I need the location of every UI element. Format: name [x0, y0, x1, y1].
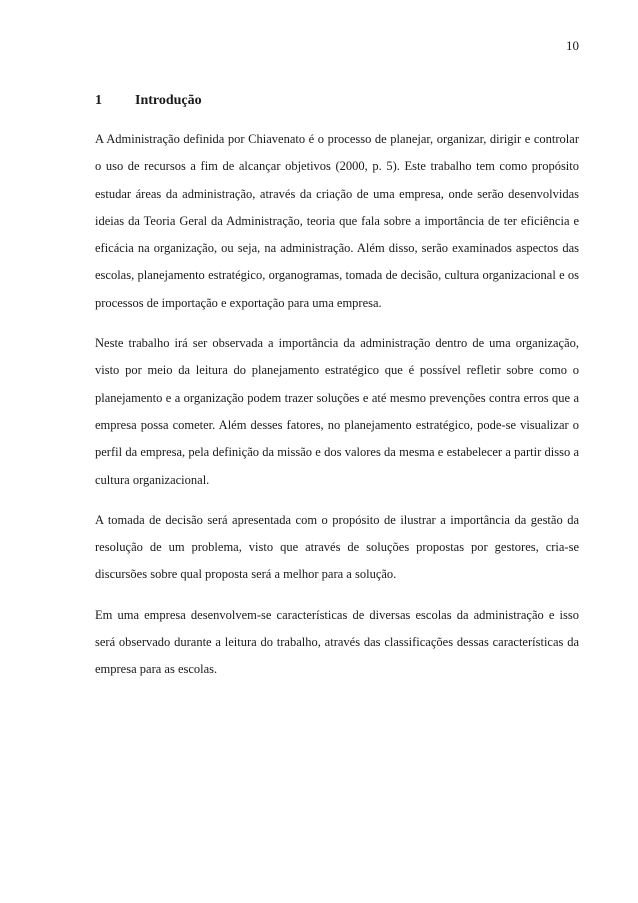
- page-number: 10: [566, 38, 579, 53]
- section-number: 1: [95, 93, 102, 108]
- paragraph: Em uma empresa desenvolvem-se características de diversas escolas da administração e isso será observado durante a leitura do trabalho, através das classificações dessas características da empresa para as escolas.: [95, 607, 579, 677]
- paragraph: Neste trabalho irá ser observada a importância da administração dentro de uma organização, visto por meio da leitura do planejamento estratégico que é possível refletir sobre como o planejamento e a organização podem trazer soluções e até mesmo prevenções contra erros que a empresa possa cometer. Além desses fatores, no planejamento estratégico, pode-se visualizar o perfil da empresa, pela definição da missão e dos valores da mesma e estabelecer a partir disso a cultura organizacional.: [95, 336, 579, 487]
- body-text: [95, 126, 579, 697]
- paragraph: A Administração definida por Chiavenato é o processo de planejar, organizar, dirigir e controlar o uso de recursos a fim de alcançar objetivos (2000, p. 5). Este trabalho tem como propósito estudar áreas da administração, através da criação de uma empresa, onde serão desenvolvidas ideias da Teoria Geral da Administração, teoria que fala sobre a importância de ter eficiência e eficácia na organização, ou seja, na administração. Além disso, serão examinados aspectos das escolas, planejamento estratégico, organogramas, tomada de decisão, cultura organizacional e os processos de importação e exportação para uma empresa.: [95, 132, 579, 310]
- section-title: Introdução: [135, 93, 202, 108]
- section-heading: [95, 93, 202, 109]
- paragraph: A tomada de decisão será apresentada com o propósito de ilustrar a importância da gestão da resolução de um problema, visto que através de soluções propostas por gestores, cria-se discursões sobre qual proposta será a melhor para a solução.: [95, 512, 579, 582]
